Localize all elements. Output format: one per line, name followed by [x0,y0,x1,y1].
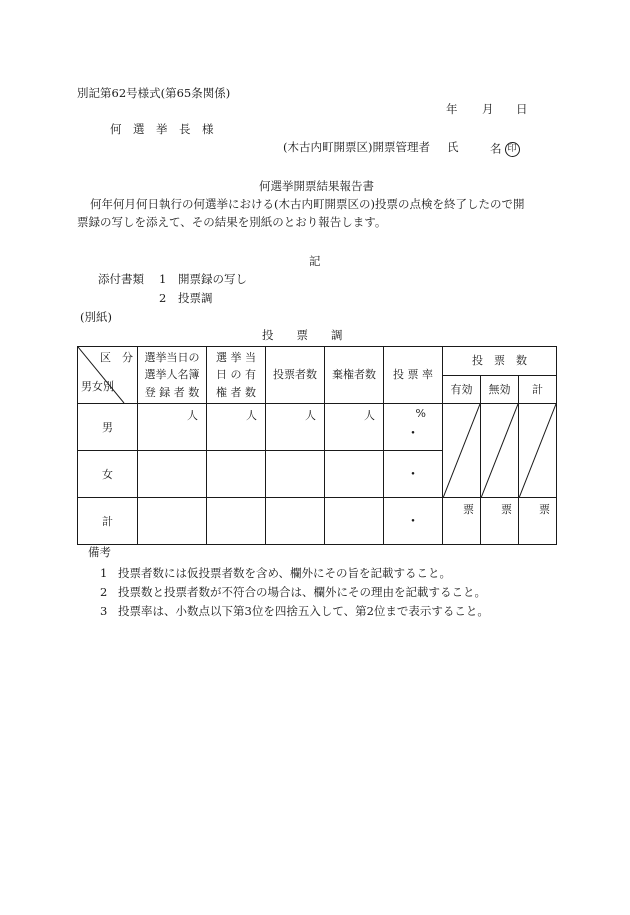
table-title: 投 票 調 [262,328,343,342]
seal-icon: 印 [505,142,520,157]
vote-summary-table [77,346,557,545]
corner-top-label: 区 分 [100,351,133,364]
cell-abstain-female [325,451,384,498]
cell-total-slash [519,404,557,498]
body-line-2: 票録の写しを添えて、その結果を別紙のとおり報告します。 [77,215,387,229]
cell-valid-total: 票 [443,498,481,545]
header-total: 計 [519,375,557,404]
cell-registered-female [138,451,207,498]
cell-abstain-male: 人 [325,404,384,451]
note-num-3: 3 [100,604,108,618]
header-valid: 有効 [443,375,481,404]
row-label-male: 男 [78,404,138,451]
slash-valid [443,404,481,498]
name-label-2: 名 印 [490,142,520,157]
addressee: 何 選 挙 長 様 [110,122,214,136]
document-title: 何選挙開票結果報告書 [259,179,374,193]
attachment-num-1: 1 [159,272,167,286]
cell-eligible-female [207,451,266,498]
header-invalid: 無効 [481,375,519,404]
cell-abstain-total [325,498,384,545]
corner-bottom-label: 男女別 [81,380,114,393]
name-label-1: 氏 [447,140,459,154]
attachment-item-2: 投票調 [178,291,213,305]
slash-total [519,404,557,498]
note-text-1: 投票者数には仮投票者数を含め、欄外にその旨を記載すること。 [118,566,452,580]
header-votes: 投 票 数 [443,347,557,376]
attachment-num-2: 2 [159,291,167,305]
header-registered: 選挙当日の 選挙人名簿 登 録 者 数 [138,347,207,404]
table-row-male [78,404,557,451]
cell-total-total: 票 [519,498,557,545]
table-row-total [78,498,557,545]
attachments-label: 添付書類 [98,272,144,286]
cell-rate-male: % ・ [384,404,443,451]
cell-eligible-total [207,498,266,545]
notes-label: 備考 [88,545,111,559]
note-num-1: 1 [100,566,108,580]
attachment-item-1: 開票録の写し [178,272,247,286]
ki-heading: 記 [309,254,321,268]
cell-valid-slash [443,404,481,498]
note-text-3: 投票率は、小数点以下第3位を四捨五入して、第2位まで表示すること。 [118,604,489,618]
cell-registered-male: 人 [138,404,207,451]
header-eligible: 選 挙 当 日 の 有 権 者 数 [207,347,266,404]
slash-invalid [481,404,519,498]
cell-voters-male: 人 [266,404,325,451]
note-text-2: 投票数と投票者数が不符合の場合は、欄外にその理由を記載すること。 [118,585,486,599]
body-line-1: 何年何月何日執行の何選挙における(木古内町開票区の)投票の点検を終了したので開 [90,197,525,211]
note-num-2: 2 [100,585,108,599]
cell-voters-female [266,451,325,498]
row-label-total: 計 [78,498,138,545]
cell-voters-total [266,498,325,545]
cell-rate-female: ・ [384,451,443,498]
corner-cell [78,347,138,404]
row-label-female: 女 [78,451,138,498]
form-id: 別記第62号様式(第65条関係) [77,86,231,100]
cell-invalid-total: 票 [481,498,519,545]
header-abstain: 棄権者数 [325,347,384,404]
date-month: 月 [482,102,494,116]
date-year: 年 [446,102,458,116]
reporter-title: (木古内町開票区)開票管理者 [283,140,430,154]
cell-eligible-male: 人 [207,404,266,451]
header-voters: 投票者数 [266,347,325,404]
cell-rate-total: ・ [384,498,443,545]
appendix-label: (別紙) [80,310,112,324]
cell-invalid-slash [481,404,519,498]
header-rate: 投 票 率 [384,347,443,404]
cell-registered-total [138,498,207,545]
date-day: 日 [516,102,528,116]
